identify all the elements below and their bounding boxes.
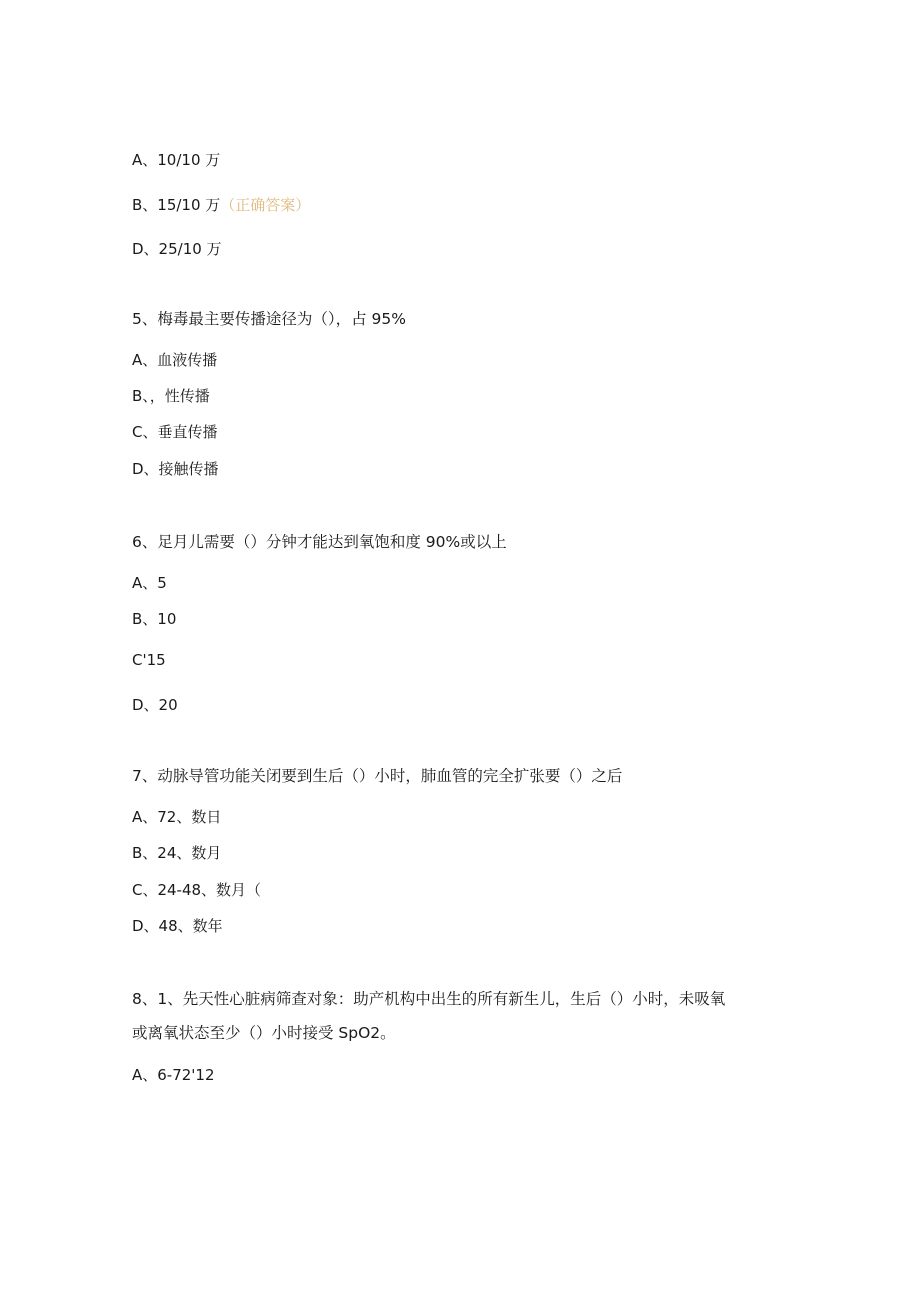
- q6-question: 6、足月儿需要（）分钟才能达到氧饱和度 90%或以上: [132, 533, 507, 551]
- q4-option-a: A、10/10 万: [132, 151, 221, 169]
- q5-option-b: B、，性传播: [132, 387, 210, 405]
- q8-option-a: A、6-72'12: [132, 1066, 215, 1084]
- q6-option-b: B、10: [132, 610, 177, 628]
- q5-option-c: C、垂直传播: [132, 423, 218, 441]
- q6-option-c: C'15: [132, 651, 166, 669]
- q4-option-b: [132, 195, 310, 215]
- q8-question-line-2: 或离氧状态至少（）小时接受 SpO2。: [132, 1024, 396, 1042]
- q5-option-d: D、接触传播: [132, 460, 219, 478]
- q7-option-d: D、48、数年: [132, 917, 223, 935]
- q7-option-a: A、72、数日: [132, 808, 222, 826]
- q6-option-a: A、5: [132, 574, 167, 592]
- q8-question-line-1: 8、1、先天性心脏病筛查对象：助产机构中出生的所有新生儿，生后（）小时，未吸氧: [132, 990, 726, 1008]
- correct-answer-mark: （正确答案）: [220, 196, 311, 214]
- q4-option-b-text: B、15/10 万: [132, 196, 221, 214]
- q7-option-c: C、24-48、数月（: [132, 881, 262, 899]
- q5-question: 5、梅毒最主要传播途径为（），占 95%: [132, 310, 406, 328]
- q5-option-a: A、血液传播: [132, 351, 218, 369]
- q4-option-d: D、25/10 万: [132, 240, 222, 258]
- q7-question: 7、动脉导管功能关闭要到生后（）小时，肺血管的完全扩张要（）之后: [132, 767, 623, 785]
- q6-option-d: D、20: [132, 696, 178, 714]
- q7-option-b: B、24、数月: [132, 844, 222, 862]
